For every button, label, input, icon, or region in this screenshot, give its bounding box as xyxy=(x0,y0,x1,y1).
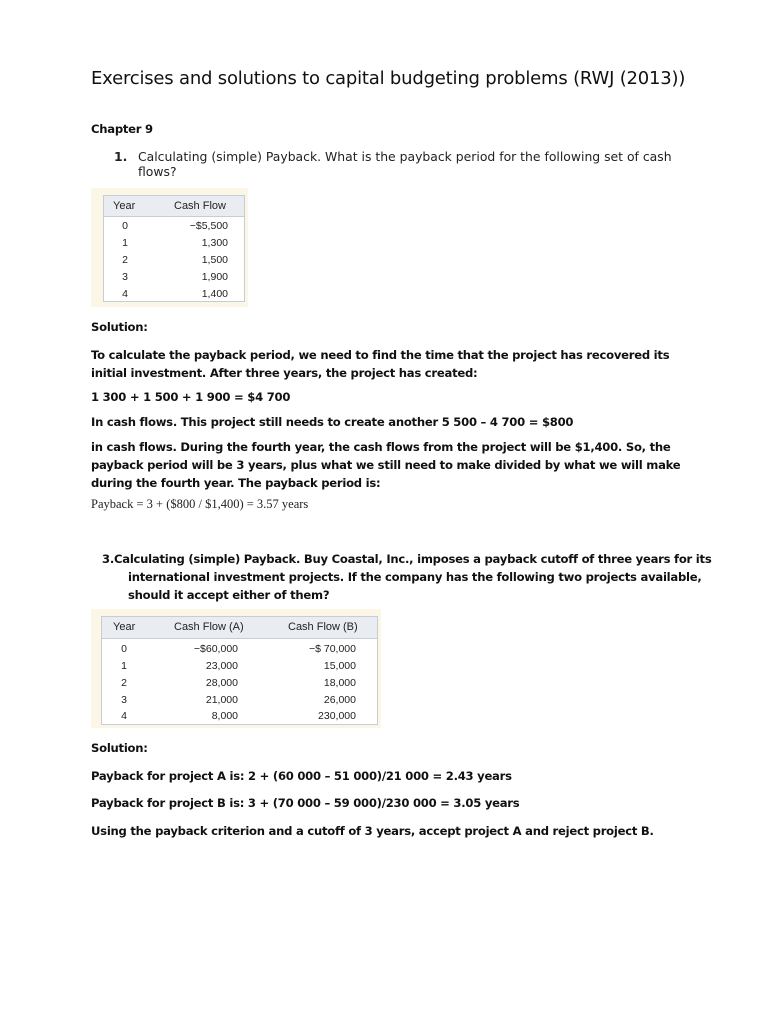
chapter-heading: Chapter 9 xyxy=(91,122,153,136)
solution-1-paragraph-3: In cash flows. This project still needs to create another 5 500 – 4 700 = $800 xyxy=(91,415,574,429)
question-1-text: Calculating (simple) Payback. What is the payback period for the following set of cash flows? xyxy=(138,149,672,179)
question-3-number: 3. xyxy=(102,552,114,566)
payback-formula: Payback = 3 + ($800 / $1,400) = 3.57 years xyxy=(91,497,309,511)
table-header xyxy=(104,196,244,217)
table-header xyxy=(102,617,377,639)
solution-3-project-b: Payback for project B is: 3 + (70 000 – 59 000)/230 000 = 3.05 years xyxy=(91,796,520,810)
cash-flow-table-2: Year Cash Flow (A) Cash Flow (B) 0 −$60,000 −$ 70,000 1 23,000 15,000 2 28,000 18,000 3 21,000 26,000 4 8,000 230,000 xyxy=(91,609,381,728)
header-year: Year xyxy=(113,621,136,633)
header-cash-flow: Cash Flow xyxy=(174,200,226,212)
cash-flow-table-1: Year Cash Flow 0 −$5,500 1 1,300 2 1,500 3 1,900 4 1,400 xyxy=(91,188,248,307)
solution-1-paragraph-1: To calculate the payback period, we need to find the time that the project has recovered its initial investment. After three years, the project has created: xyxy=(91,348,670,380)
question-3-bold: Calculating (simple) Payback xyxy=(114,552,296,566)
header-cash-flow-b: Cash Flow (B) xyxy=(288,621,358,633)
solution-3-project-a: Payback for project A is: 2 + (60 000 – 51 000)/21 000 = 2.43 years xyxy=(91,769,512,783)
document-title: Exercises and solutions to capital budgeting problems (RWJ (2013)) xyxy=(91,68,686,89)
solution-3-conclusion: Using the payback criterion and a cutoff of 3 years, accept project A and reject project B. xyxy=(91,824,654,838)
solution-3-label: Solution: xyxy=(91,741,148,755)
question-3-text-block xyxy=(114,550,718,604)
header-year: Year xyxy=(113,200,136,212)
header-cash-flow-a: Cash Flow (A) xyxy=(174,621,244,633)
solution-1-label: Solution: xyxy=(91,320,148,334)
solution-1-paragraph-4: in cash flows. During the fourth year, the cash flows from the project will be $1,400. So, the payback period will be 3 years, plus what we still need to make divided by what we will make during the fourth year. The payback period is: xyxy=(91,440,681,490)
solution-1-paragraph-2: 1 300 + 1 500 + 1 900 = $4 700 xyxy=(91,390,291,404)
question-1-number: 1. xyxy=(114,149,128,164)
question-3-text: . Buy Coastal, Inc., imposes a payback cutoff of three years for its international investment projects. If the company has the following two projects available, should it accept either of them? xyxy=(128,552,712,602)
